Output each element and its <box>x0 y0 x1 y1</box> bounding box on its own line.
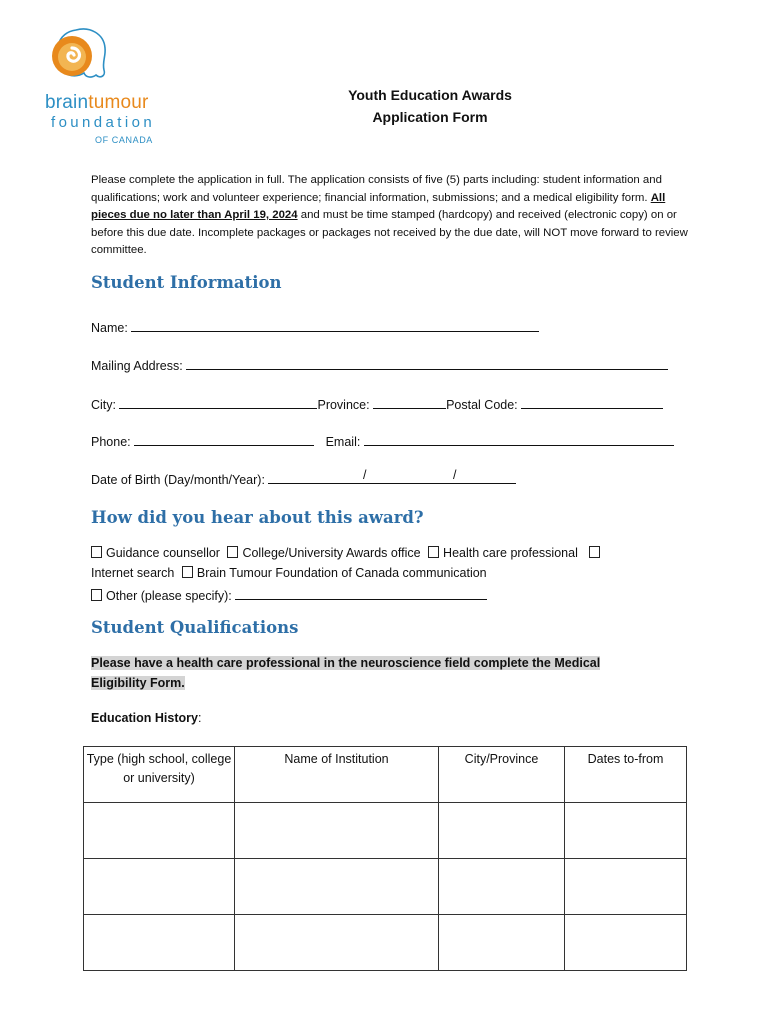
brain-spiral-icon <box>46 26 110 86</box>
checkbox[interactable] <box>589 546 600 558</box>
student-information-heading: Student Information <box>91 273 282 292</box>
table-row <box>84 803 687 859</box>
city-row: City: Province: Postal Code: <box>91 395 663 412</box>
table-cell[interactable] <box>235 803 439 859</box>
phone-field[interactable] <box>134 432 314 446</box>
logo-canada-text: OF CANADA <box>95 135 153 145</box>
checkbox[interactable] <box>91 589 102 601</box>
table-row <box>84 915 687 971</box>
option-college-awards-office[interactable]: College/University Awards office <box>227 546 420 560</box>
foundation-logo <box>40 26 170 148</box>
hear-about-options-line3 <box>91 586 487 603</box>
checkbox[interactable] <box>428 546 439 558</box>
column-header-institution: Name of Institution <box>235 747 439 803</box>
deadline-text: All pieces due no later than April 19, 2024 <box>91 191 666 221</box>
checkbox[interactable] <box>91 546 102 558</box>
table-cell[interactable] <box>565 915 687 971</box>
address-row: Mailing Address: <box>91 356 668 373</box>
column-header-type: Type (high school, college or university) <box>84 747 235 803</box>
mailing-address-field[interactable] <box>186 356 668 370</box>
hear-about-options-line1 <box>91 546 604 560</box>
date-of-birth-field[interactable] <box>268 470 516 484</box>
column-header-dates: Dates to-from <box>565 747 687 803</box>
option-guidance-counsellor[interactable]: Guidance counsellor <box>91 546 220 560</box>
option-other[interactable]: Other (please specify): <box>91 589 232 603</box>
intro-paragraph: Please complete the application in full. The application consists of five (5) parts including: student information and qualifications; work and volunteer experience; financial information, submissions; and a medical eligibility form. All pieces due no later than April 19, 2024 and must be time stamped (hardcopy) and received (electronic copy) on or before this due date. Incomplete packages or packages not received by the due date, will NOT move forward to review committee. <box>91 174 688 256</box>
table-cell[interactable] <box>235 859 439 915</box>
table-cell[interactable] <box>84 803 235 859</box>
logo-wordmark: braintumour <box>45 92 149 113</box>
hear-about-heading: How did you hear about this award? <box>91 508 424 527</box>
table-header-row <box>84 747 687 803</box>
email-field[interactable] <box>364 432 674 446</box>
option-health-care-professional[interactable]: Health care professional <box>428 546 578 560</box>
education-history-table <box>83 746 687 971</box>
form-subtitle: Application Form <box>372 109 488 125</box>
hear-about-options-line2 <box>91 566 487 580</box>
table-cell[interactable] <box>84 915 235 971</box>
medical-eligibility-note: Please have a health care professional in the neuroscience field complete the Medical Eligibility Form. <box>91 656 601 690</box>
column-header-city-province: City/Province <box>439 747 565 803</box>
table-cell[interactable] <box>439 803 565 859</box>
city-field[interactable] <box>119 395 317 409</box>
option-internet-search[interactable]: Internet search <box>91 566 175 580</box>
table-cell[interactable] <box>439 915 565 971</box>
table-cell[interactable] <box>235 915 439 971</box>
dob-separator: / <box>363 468 367 482</box>
form-title: Youth Education Awards <box>348 87 512 103</box>
province-field[interactable] <box>373 395 446 409</box>
name-field[interactable] <box>131 318 539 332</box>
table-cell[interactable] <box>84 859 235 915</box>
logo-foundation-text: foundation <box>51 114 156 131</box>
checkbox[interactable] <box>227 546 238 558</box>
education-history-label: Education History: <box>91 711 202 725</box>
postal-code-field[interactable] <box>521 395 663 409</box>
table-cell[interactable] <box>439 859 565 915</box>
table-row <box>84 859 687 915</box>
dob-separator: / <box>453 468 457 482</box>
phone-row: Phone: Email: <box>91 432 674 449</box>
checkbox[interactable] <box>182 566 193 578</box>
student-qualifications-heading: Student Qualifications <box>91 618 299 637</box>
table-cell[interactable] <box>565 803 687 859</box>
name-row: Name: <box>91 318 539 335</box>
option-foundation-communication[interactable]: Brain Tumour Foundation of Canada communication <box>182 566 487 580</box>
other-specify-field[interactable] <box>235 586 487 600</box>
dob-row: Date of Birth (Day/month/Year): <box>91 470 516 487</box>
table-cell[interactable] <box>565 859 687 915</box>
